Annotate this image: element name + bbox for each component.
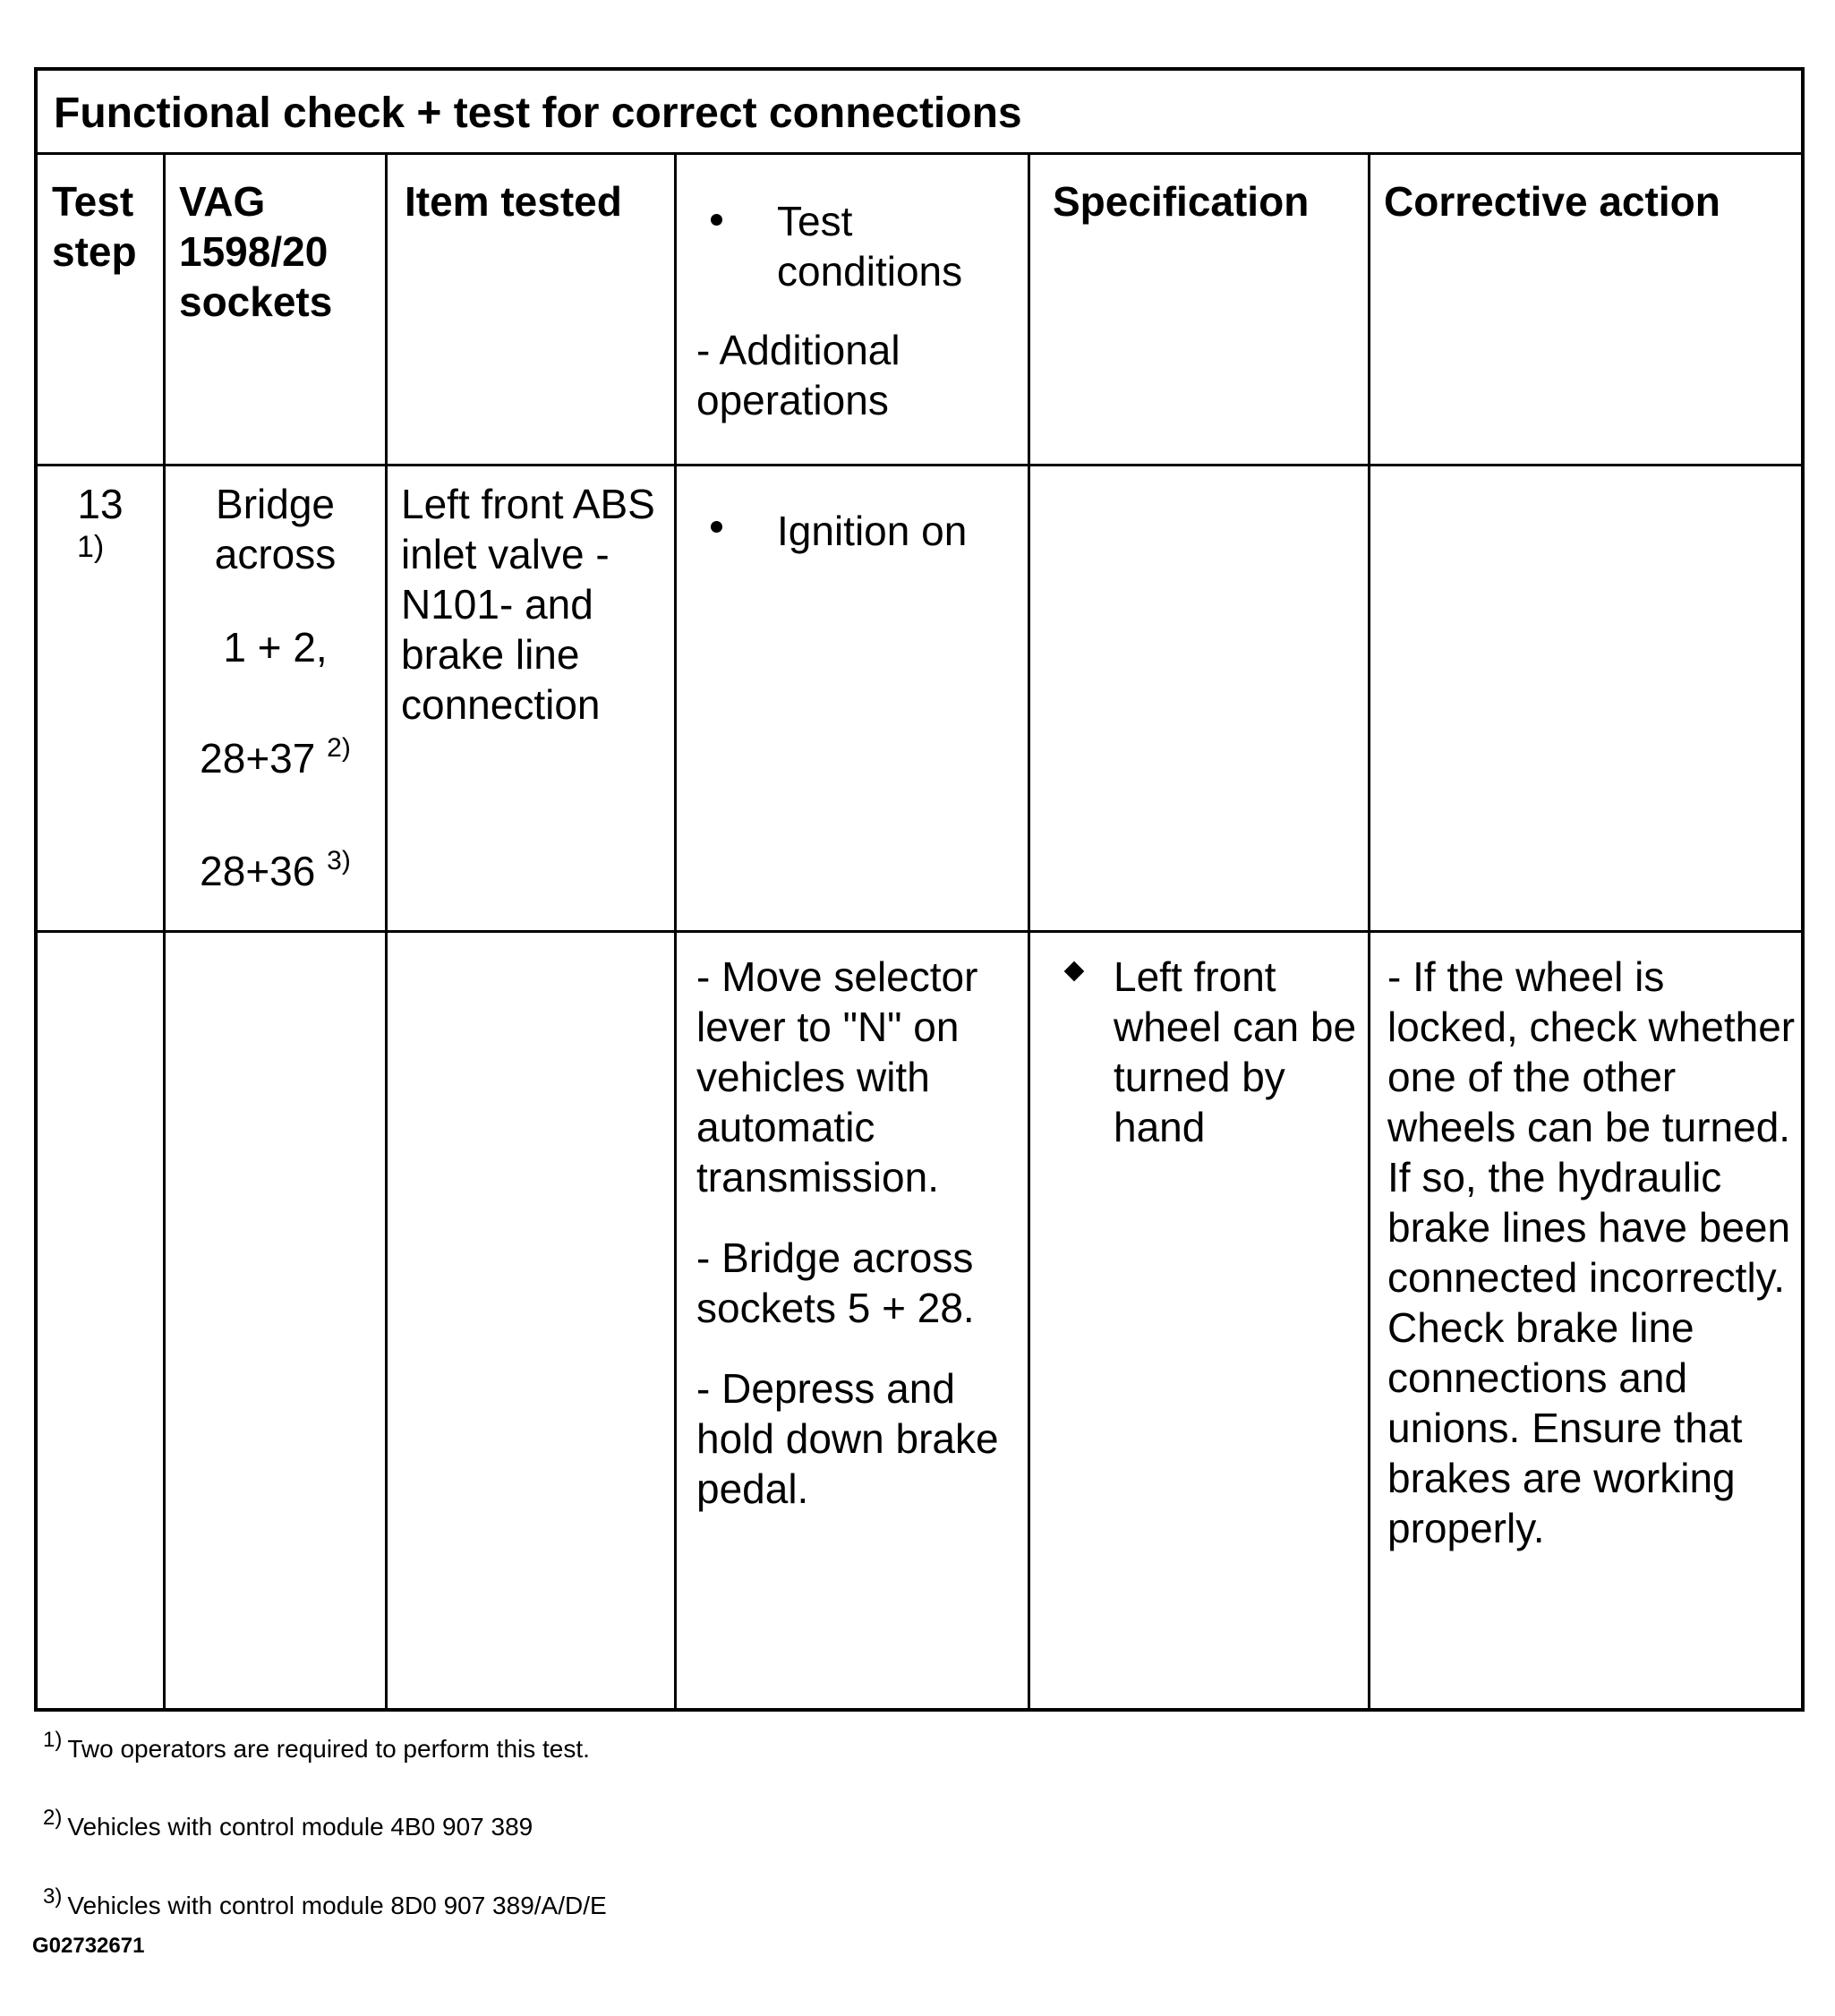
header-test-conditions: Test conditions [777,198,963,295]
procedure-table [34,67,1805,1712]
row1-test-step [38,479,163,565]
header-sockets: VAG 1598/20 sockets [179,178,333,325]
footnote-ref: 2) [327,733,351,763]
header-conditions [696,196,1023,425]
test-step-number: 13 [77,481,124,527]
footnote-2: 2) Vehicles with control module 4B0 907 389 [43,1806,533,1841]
bullet-icon [711,521,722,533]
header-corrective-action: Corrective action [1384,178,1720,225]
row1-item-tested: Left front ABS inlet valve -N101- and brake line connection [401,481,655,728]
footnote-ref: 3) [327,846,351,876]
row1-condition [696,506,1023,556]
sockets-pair-28-36: 28+36 $^{3)}$ [200,846,351,894]
sockets-pair-28-37: 28+37 $^{2)}$ [200,733,351,782]
row-divider [38,464,1801,466]
header-item-tested: Item tested [405,178,622,225]
table-title: Functional check + test for correct connections [38,71,1801,155]
sockets-bridge-label: Bridge across [214,481,337,577]
header-specification: Specification [1053,178,1310,225]
row2-operations [696,952,1028,1544]
sockets-pair-1-2: 1 + 2, [223,624,328,671]
test-step-footnote-ref: 1) [77,530,105,564]
header-test-step: Test step [52,178,137,275]
header-additional-operations: - Additional operations [696,327,900,423]
operation-brake-pedal: - Depress and hold down brake pedal. [696,1365,999,1512]
bullet-icon [711,214,722,226]
operation-bridge-sockets: - Bridge across sockets 5 + 28. [696,1234,975,1331]
specification-text: Left front wheel can be turned by hand [1114,953,1357,1150]
condition-ignition: Ignition on [777,508,968,554]
document-id: G02732671 [32,1934,145,1958]
row-divider [38,930,1801,933]
operation-selector-lever: - Move selector lever to "N" on vehicles with automatic transmission. [696,953,978,1200]
footnote-1: 1) Two operators are required to perform this test. [43,1728,590,1763]
row1-sockets [166,479,385,896]
row2-corrective-action: - If the wheel is locked, check whether one of the other wheels can be turned. If so, the hydraulic brake lines have been connected incorrectly. Check brake line connections and unions. Ensure that brakes are working properly. [1387,953,1796,1551]
footnote-3: 3) Vehicles with control module 8D0 907 389/A/D/E [43,1884,607,1919]
row2-specification [1063,952,1363,1152]
